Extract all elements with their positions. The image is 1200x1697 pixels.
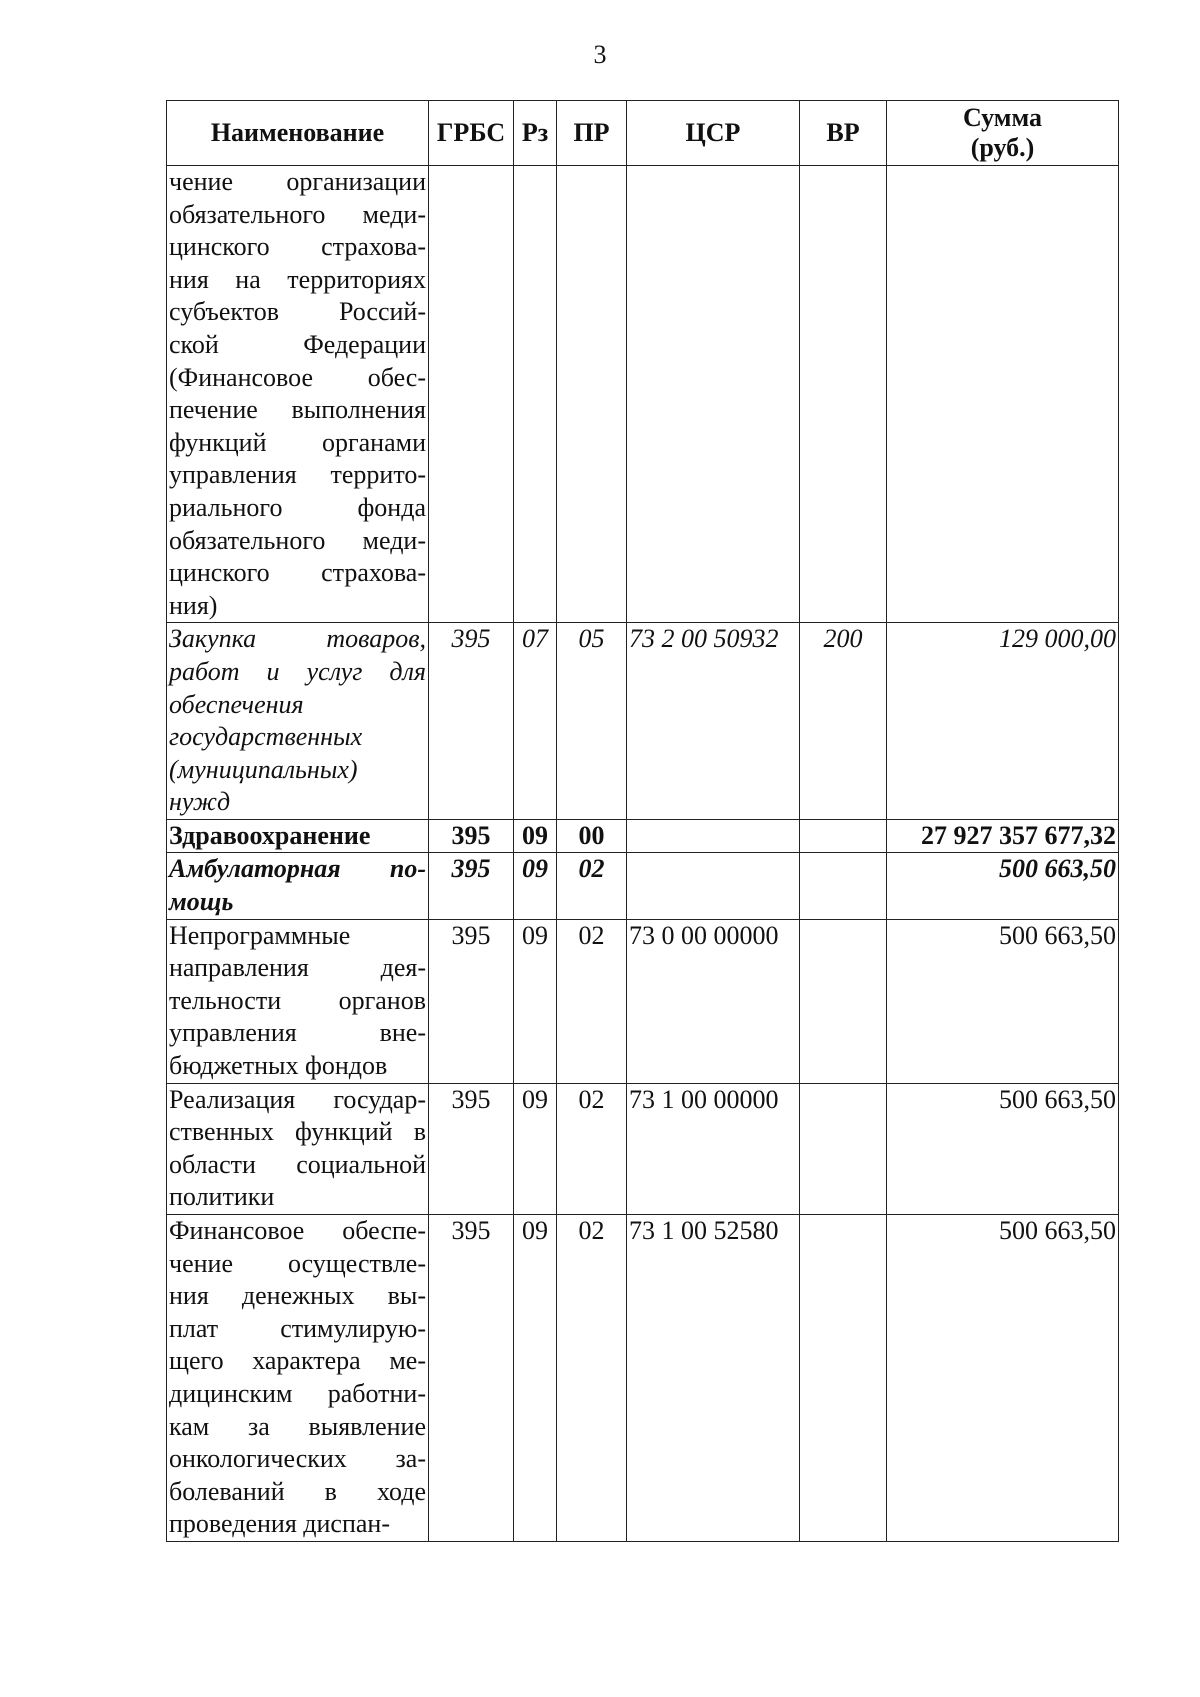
cell-pr: 05 [557, 623, 627, 820]
cell-name [167, 853, 429, 919]
header-grbs: ГРБС [429, 101, 514, 166]
table-row [167, 1215, 1119, 1542]
name-line: щего характера ме- [169, 1346, 426, 1376]
name-line: ния на территориях [169, 264, 426, 294]
name-line: ния) [169, 590, 218, 620]
name-line: тельности органов [169, 985, 426, 1015]
cell-rz: 09 [514, 1083, 557, 1214]
name-line: государственных [169, 722, 363, 752]
header-sum-line1: Сумма [962, 103, 1043, 132]
table-header-row [167, 101, 1119, 166]
name-line: ской Федерации [169, 329, 426, 359]
cell-csr: 73 2 00 50932 [627, 623, 800, 820]
name-line: субъектов Россий- [169, 297, 426, 327]
name-line: направления дея- [169, 953, 426, 983]
name-line: области социальной [169, 1149, 426, 1179]
name-line: онкологических за- [169, 1444, 426, 1474]
name-line: Амбулаторная по- [169, 854, 426, 884]
name-line: Закупка товаров, [169, 624, 426, 654]
header-sum-line2: (руб.) [970, 133, 1035, 162]
name-line: функций органами [169, 427, 426, 457]
header-name: Наименование [167, 101, 429, 166]
cell-pr: 00 [557, 819, 627, 853]
page-number: 3 [593, 40, 607, 69]
cell-pr: 02 [557, 1083, 627, 1214]
name-line: обязательного меди- [169, 525, 426, 555]
name-line: кам за выявление [169, 1411, 426, 1441]
cell-grbs: 395 [429, 819, 514, 853]
cell-csr: 73 0 00 00000 [627, 919, 800, 1083]
cell-rz [514, 166, 557, 623]
cell-sum: 129 000,00 [887, 623, 1119, 820]
name-line: чение осуществле- [169, 1248, 426, 1278]
name-line: Здравоохранение [169, 820, 371, 850]
cell-sum: 27 927 357 677,32 [887, 819, 1119, 853]
header-vr: ВР [800, 101, 887, 166]
name-line: бюджетных фондов [169, 1051, 388, 1081]
name-line: Реализация государ- [169, 1084, 426, 1114]
table-row [167, 919, 1119, 1083]
cell-sum: 500 663,50 [887, 1215, 1119, 1542]
header-pr: ПР [557, 101, 627, 166]
name-line: дицинским работни- [169, 1378, 426, 1408]
cell-pr [557, 166, 627, 623]
name-line: работ и услуг для [169, 656, 426, 686]
budget-table [166, 100, 1119, 1542]
cell-csr [627, 819, 800, 853]
name-line: управления террито- [169, 460, 426, 490]
cell-csr: 73 1 00 00000 [627, 1083, 800, 1214]
cell-grbs: 395 [429, 919, 514, 1083]
cell-vr: 200 [800, 623, 887, 820]
name-line: плат стимулирую- [169, 1313, 426, 1343]
cell-csr: 73 1 00 52580 [627, 1215, 800, 1542]
name-line: проведения диспан- [169, 1509, 390, 1539]
cell-name [167, 1215, 429, 1542]
name-line: риального фонда [169, 492, 426, 522]
cell-name [167, 1083, 429, 1214]
name-line: (муниципальных) [169, 754, 358, 784]
name-line: Непрограммные [169, 920, 351, 950]
name-line: обеспечения [169, 689, 304, 719]
cell-vr [800, 166, 887, 623]
cell-vr [800, 919, 887, 1083]
cell-vr [800, 1083, 887, 1214]
cell-rz: 09 [514, 819, 557, 853]
cell-name [167, 623, 429, 820]
name-line: печение выполнения [169, 395, 426, 425]
cell-csr [627, 853, 800, 919]
header-rz: Рз [514, 101, 557, 166]
table-row [167, 819, 1119, 853]
cell-rz: 09 [514, 1215, 557, 1542]
name-line: чение организации [169, 167, 426, 196]
cell-name [167, 166, 429, 623]
cell-vr [800, 1215, 887, 1542]
cell-pr: 02 [557, 853, 627, 919]
name-line: цинского страхова- [169, 232, 426, 262]
cell-sum: 500 663,50 [887, 853, 1119, 919]
cell-rz: 09 [514, 919, 557, 1083]
cell-name [167, 819, 429, 853]
name-line: ственных функций в [169, 1117, 426, 1147]
name-line: ния денежных вы- [169, 1281, 426, 1311]
cell-rz: 09 [514, 853, 557, 919]
cell-csr [627, 166, 800, 623]
cell-pr: 02 [557, 1215, 627, 1542]
name-line: мощь [169, 887, 234, 917]
table-row [167, 853, 1119, 919]
cell-sum [887, 166, 1119, 623]
cell-name [167, 919, 429, 1083]
cell-sum: 500 663,50 [887, 919, 1119, 1083]
cell-grbs: 395 [429, 1215, 514, 1542]
name-line: политики [169, 1182, 275, 1212]
table-row [167, 166, 1119, 623]
name-line: Финансовое обеспе- [169, 1216, 426, 1245]
cell-pr: 02 [557, 919, 627, 1083]
cell-sum: 500 663,50 [887, 1083, 1119, 1214]
name-line: цинского страхова- [169, 558, 426, 588]
table-row [167, 1083, 1119, 1214]
name-line: обязательного меди- [169, 199, 426, 229]
cell-grbs: 395 [429, 853, 514, 919]
header-sum [887, 101, 1119, 166]
cell-rz: 07 [514, 623, 557, 820]
name-line: нужд [169, 787, 231, 817]
name-line: управления вне- [169, 1018, 426, 1048]
cell-grbs [429, 166, 514, 623]
cell-grbs: 395 [429, 1083, 514, 1214]
cell-vr [800, 853, 887, 919]
name-line: болеваний в ходе [169, 1476, 426, 1506]
cell-vr [800, 819, 887, 853]
name-line: (Финансовое обес- [169, 362, 426, 392]
header-csr: ЦСР [627, 101, 800, 166]
table-body [167, 166, 1119, 1542]
table-row [167, 623, 1119, 820]
cell-grbs: 395 [429, 623, 514, 820]
